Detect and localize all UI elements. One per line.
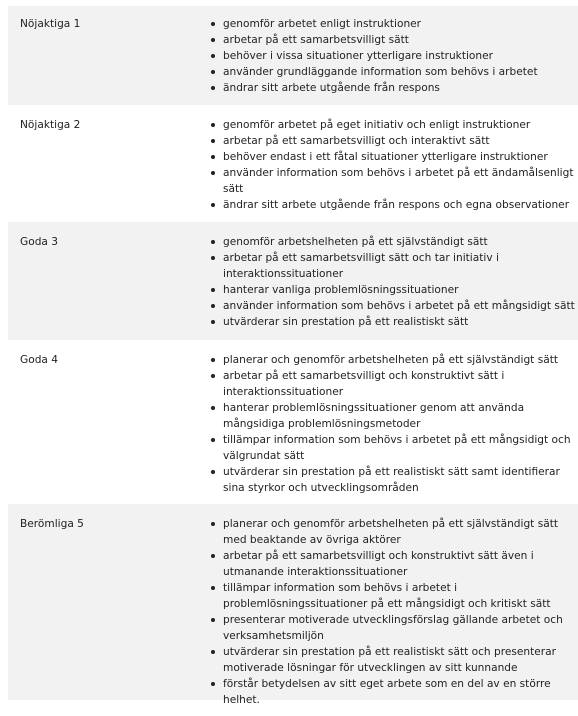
- grade-row-5: [8, 504, 578, 706]
- grade-label: Goda 3: [20, 236, 59, 248]
- criteria-item: presenterar motiverade utvecklingsförslag gällande arbetet och verksamhetsmiljön: [223, 612, 578, 644]
- criteria-item: hanterar problemlösningssituationer genom att använda mångsidiga problemlösningsmetoder: [223, 400, 578, 432]
- criteria-item: planerar och genomför arbetshelheten på ett självständigt sätt: [223, 352, 578, 368]
- criteria-item: arbetar på ett samarbetsvilligt och konstruktivt sätt i interaktionssituationer: [223, 368, 578, 400]
- grade-row-4: [8, 340, 578, 504]
- grade-row-1: [8, 6, 578, 105]
- criteria-item: behöver i vissa situationer ytterligare instruktioner: [223, 48, 578, 64]
- criteria-list: [207, 234, 578, 340]
- grade-row-3: [8, 222, 578, 340]
- criteria-item: planerar och genomför arbetshelheten på ett självständigt sätt med beaktande av övriga aktörer: [223, 516, 578, 548]
- grade-label: Berömliga 5: [20, 518, 84, 530]
- criteria-item: arbetar på ett samarbetsvilligt sätt: [223, 32, 578, 48]
- criteria-list: [207, 16, 578, 105]
- grade-label: Goda 4: [20, 354, 59, 366]
- criteria-item: använder information som behövs i arbetet på ett ändamålsenligt sätt: [223, 165, 578, 197]
- grade-label: Nöjaktiga 1: [20, 18, 81, 30]
- grade-label: Nöjaktiga 2: [20, 119, 81, 131]
- criteria-item: förstår betydelsen av sitt eget arbete som en del av en större helhet.: [223, 676, 578, 708]
- criteria-item: ändrar sitt arbete utgående från respons: [223, 80, 578, 96]
- criteria-item: genomför arbetet på eget initiativ och enligt instruktioner: [223, 117, 578, 133]
- criteria-list: [207, 352, 578, 504]
- criteria-item: behöver endast i ett fåtal situationer ytterligare instruktioner: [223, 149, 578, 165]
- criteria-item: ändrar sitt arbete utgående från respons och egna observationer: [223, 197, 578, 213]
- criteria-item: utvärderar sin prestation på ett realistiskt sätt samt identifierar sina styrkor och utvecklingsområden: [223, 464, 578, 496]
- criteria-item: utvärderar sin prestation på ett realistiskt sätt och presenterar motiverade lösningar för utvecklingen av sitt kunnande: [223, 644, 578, 676]
- criteria-item: hanterar vanliga problemlösningssituationer: [223, 282, 578, 298]
- criteria-item: arbetar på ett samarbetsvilligt och konstruktivt sätt även i utmanande interaktionssituationer: [223, 548, 578, 580]
- criteria-item: tillämpar information som behövs i arbetet på ett mångsidigt och välgrundat sätt: [223, 432, 578, 464]
- criteria-item: genomför arbetet enligt instruktioner: [223, 16, 578, 32]
- criteria-item: tillämpar information som behövs i arbetet i problemlösningssituationer på ett mångsidigt och kritiskt sätt: [223, 580, 578, 612]
- grade-row-2: [8, 105, 578, 222]
- criteria-item: genomför arbetshelheten på ett självständigt sätt: [223, 234, 578, 250]
- criteria-item: använder information som behövs i arbetet på ett mångsidigt sätt: [223, 298, 578, 314]
- assessment-criteria-table: [8, 6, 578, 706]
- criteria-list: [207, 117, 578, 222]
- criteria-item: använder grundläggande information som behövs i arbetet: [223, 64, 578, 80]
- criteria-item: arbetar på ett samarbetsvilligt och interaktivt sätt: [223, 133, 578, 149]
- criteria-list: [207, 516, 578, 706]
- criteria-item: arbetar på ett samarbetsvilligt sätt och tar initiativ i interaktionssituationer: [223, 250, 578, 282]
- criteria-item: utvärderar sin prestation på ett realistiskt sätt: [223, 314, 578, 330]
